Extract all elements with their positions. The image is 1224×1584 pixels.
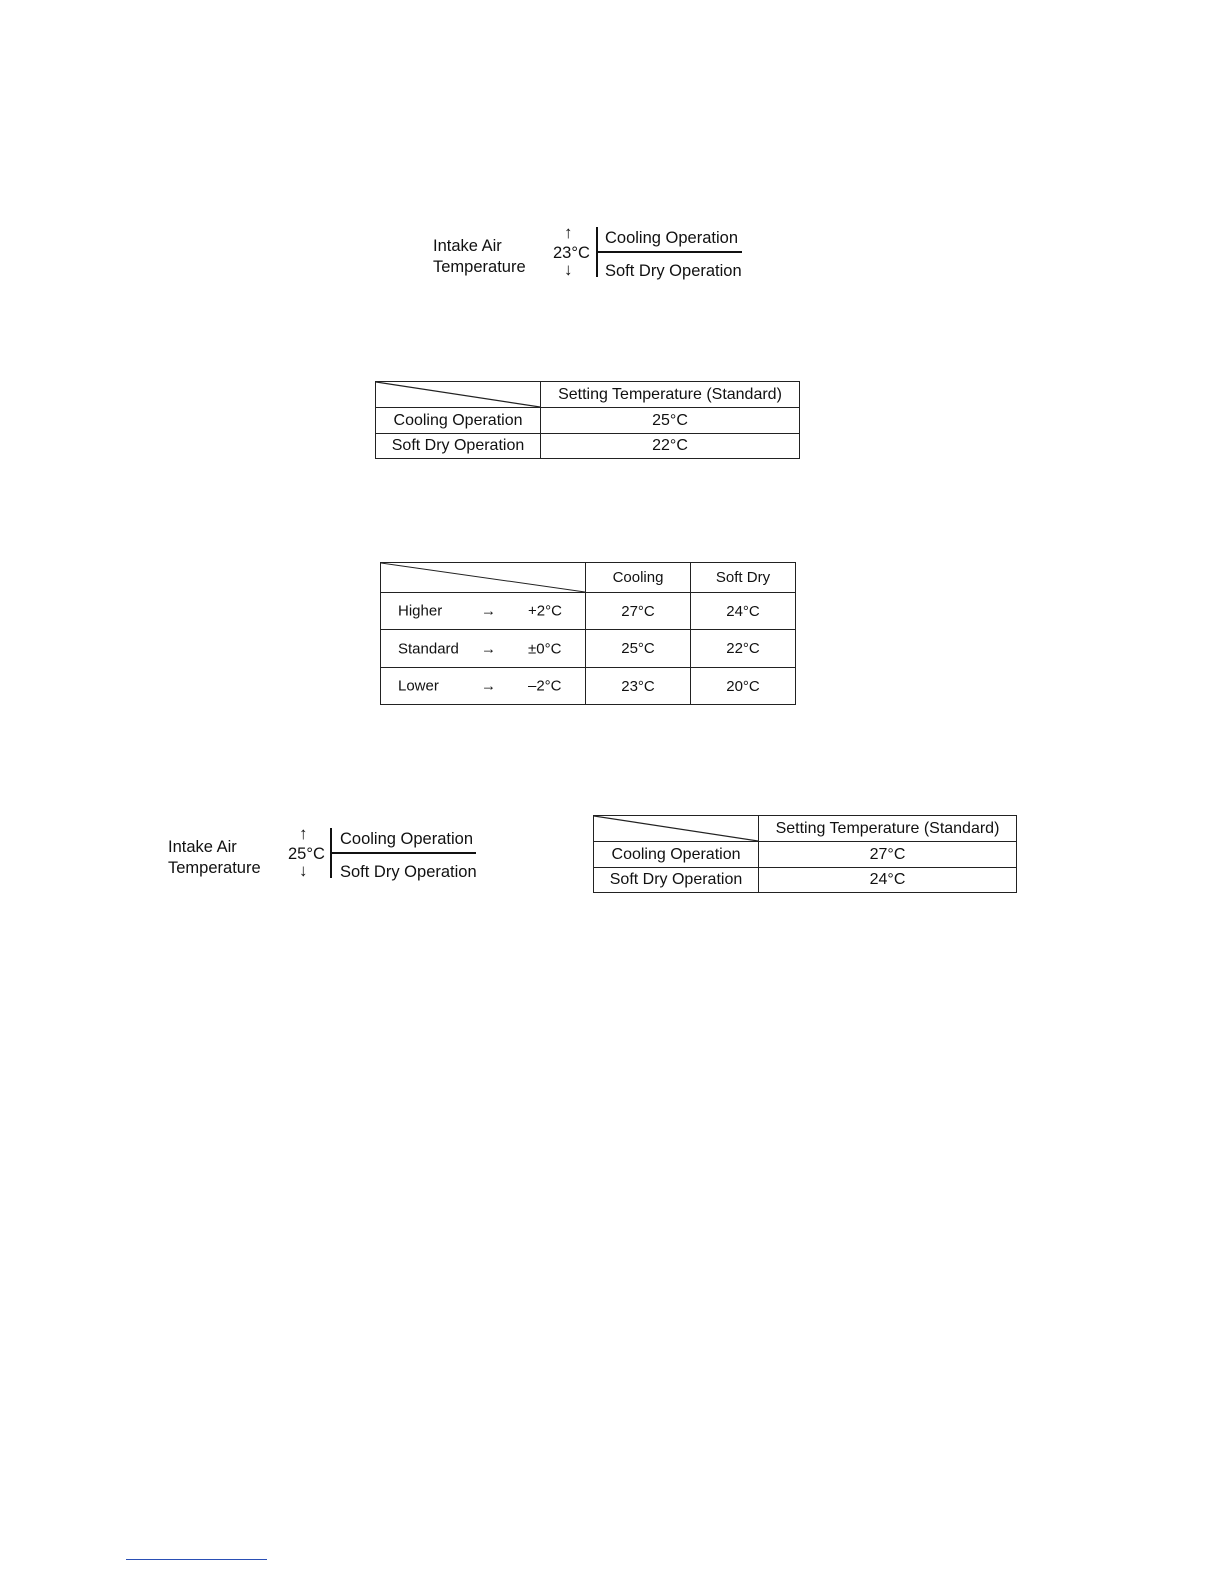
- row-label-cell: [381, 593, 586, 630]
- arrow-right-icon: →: [481, 640, 496, 657]
- arrow-up-icon: ↑: [299, 824, 308, 843]
- corner-cell: [594, 816, 759, 842]
- row-label: Cooling Operation: [376, 408, 541, 434]
- corner-cell: [376, 382, 541, 408]
- row-label-cell: [381, 668, 586, 705]
- threshold-temperature: 23°C: [553, 244, 590, 262]
- intake-label-line1: Intake Air: [433, 237, 502, 255]
- cell-cooling: 25°C: [586, 630, 691, 668]
- cell-softdry: 20°C: [691, 668, 796, 705]
- column-header: Setting Temperature (Standard): [759, 816, 1017, 842]
- column-header-softdry: Soft Dry: [691, 563, 796, 593]
- cell-value: 25°C: [541, 408, 800, 434]
- intake-label-line2: Temperature: [168, 859, 261, 877]
- branch-horizontal-line: [330, 852, 476, 854]
- cell-value: 24°C: [759, 868, 1017, 893]
- adjustment-table: [380, 562, 796, 705]
- arrow-right-icon: →: [481, 677, 496, 695]
- cell-softdry: 24°C: [691, 593, 796, 630]
- branch-horizontal-line: [596, 251, 742, 253]
- intake-label-line2: Temperature: [433, 258, 526, 276]
- row-label: Cooling Operation: [594, 842, 759, 868]
- cell-softdry: 22°C: [691, 630, 796, 668]
- row-label-cell: [381, 630, 586, 668]
- row-name: Lower: [398, 677, 439, 695]
- arrow-right-icon: →: [481, 602, 496, 620]
- column-header-cooling: Cooling: [586, 563, 691, 593]
- row-name: Standard: [398, 640, 459, 657]
- cell-cooling: 27°C: [586, 593, 691, 630]
- arrow-down-icon: ↓: [564, 260, 573, 279]
- cell-cooling: 23°C: [586, 668, 691, 705]
- upper-option: Cooling Operation: [340, 830, 473, 848]
- setting-temperature-table-1: [375, 381, 800, 459]
- cell-value: 27°C: [759, 842, 1017, 868]
- lower-option: Soft Dry Operation: [340, 863, 477, 881]
- footnote-separator: [126, 1559, 267, 1560]
- lower-option: Soft Dry Operation: [605, 262, 742, 280]
- threshold-temperature: 25°C: [288, 845, 325, 863]
- row-name: Higher: [398, 602, 443, 620]
- row-label: Soft Dry Operation: [594, 868, 759, 893]
- setting-temperature-table-2: [593, 815, 1017, 893]
- upper-option: Cooling Operation: [605, 229, 738, 247]
- cell-value: 22°C: [541, 434, 800, 459]
- corner-cell: [381, 563, 586, 593]
- arrow-up-icon: ↑: [564, 223, 573, 242]
- row-label: Soft Dry Operation: [376, 434, 541, 459]
- row-offset: +2°C: [528, 602, 562, 620]
- intake-label-line1: Intake Air: [168, 838, 237, 856]
- row-offset: ±0°C: [528, 640, 562, 657]
- arrow-down-icon: ↓: [299, 861, 308, 880]
- row-offset: –2°C: [528, 677, 562, 695]
- column-header: Setting Temperature (Standard): [541, 382, 800, 408]
